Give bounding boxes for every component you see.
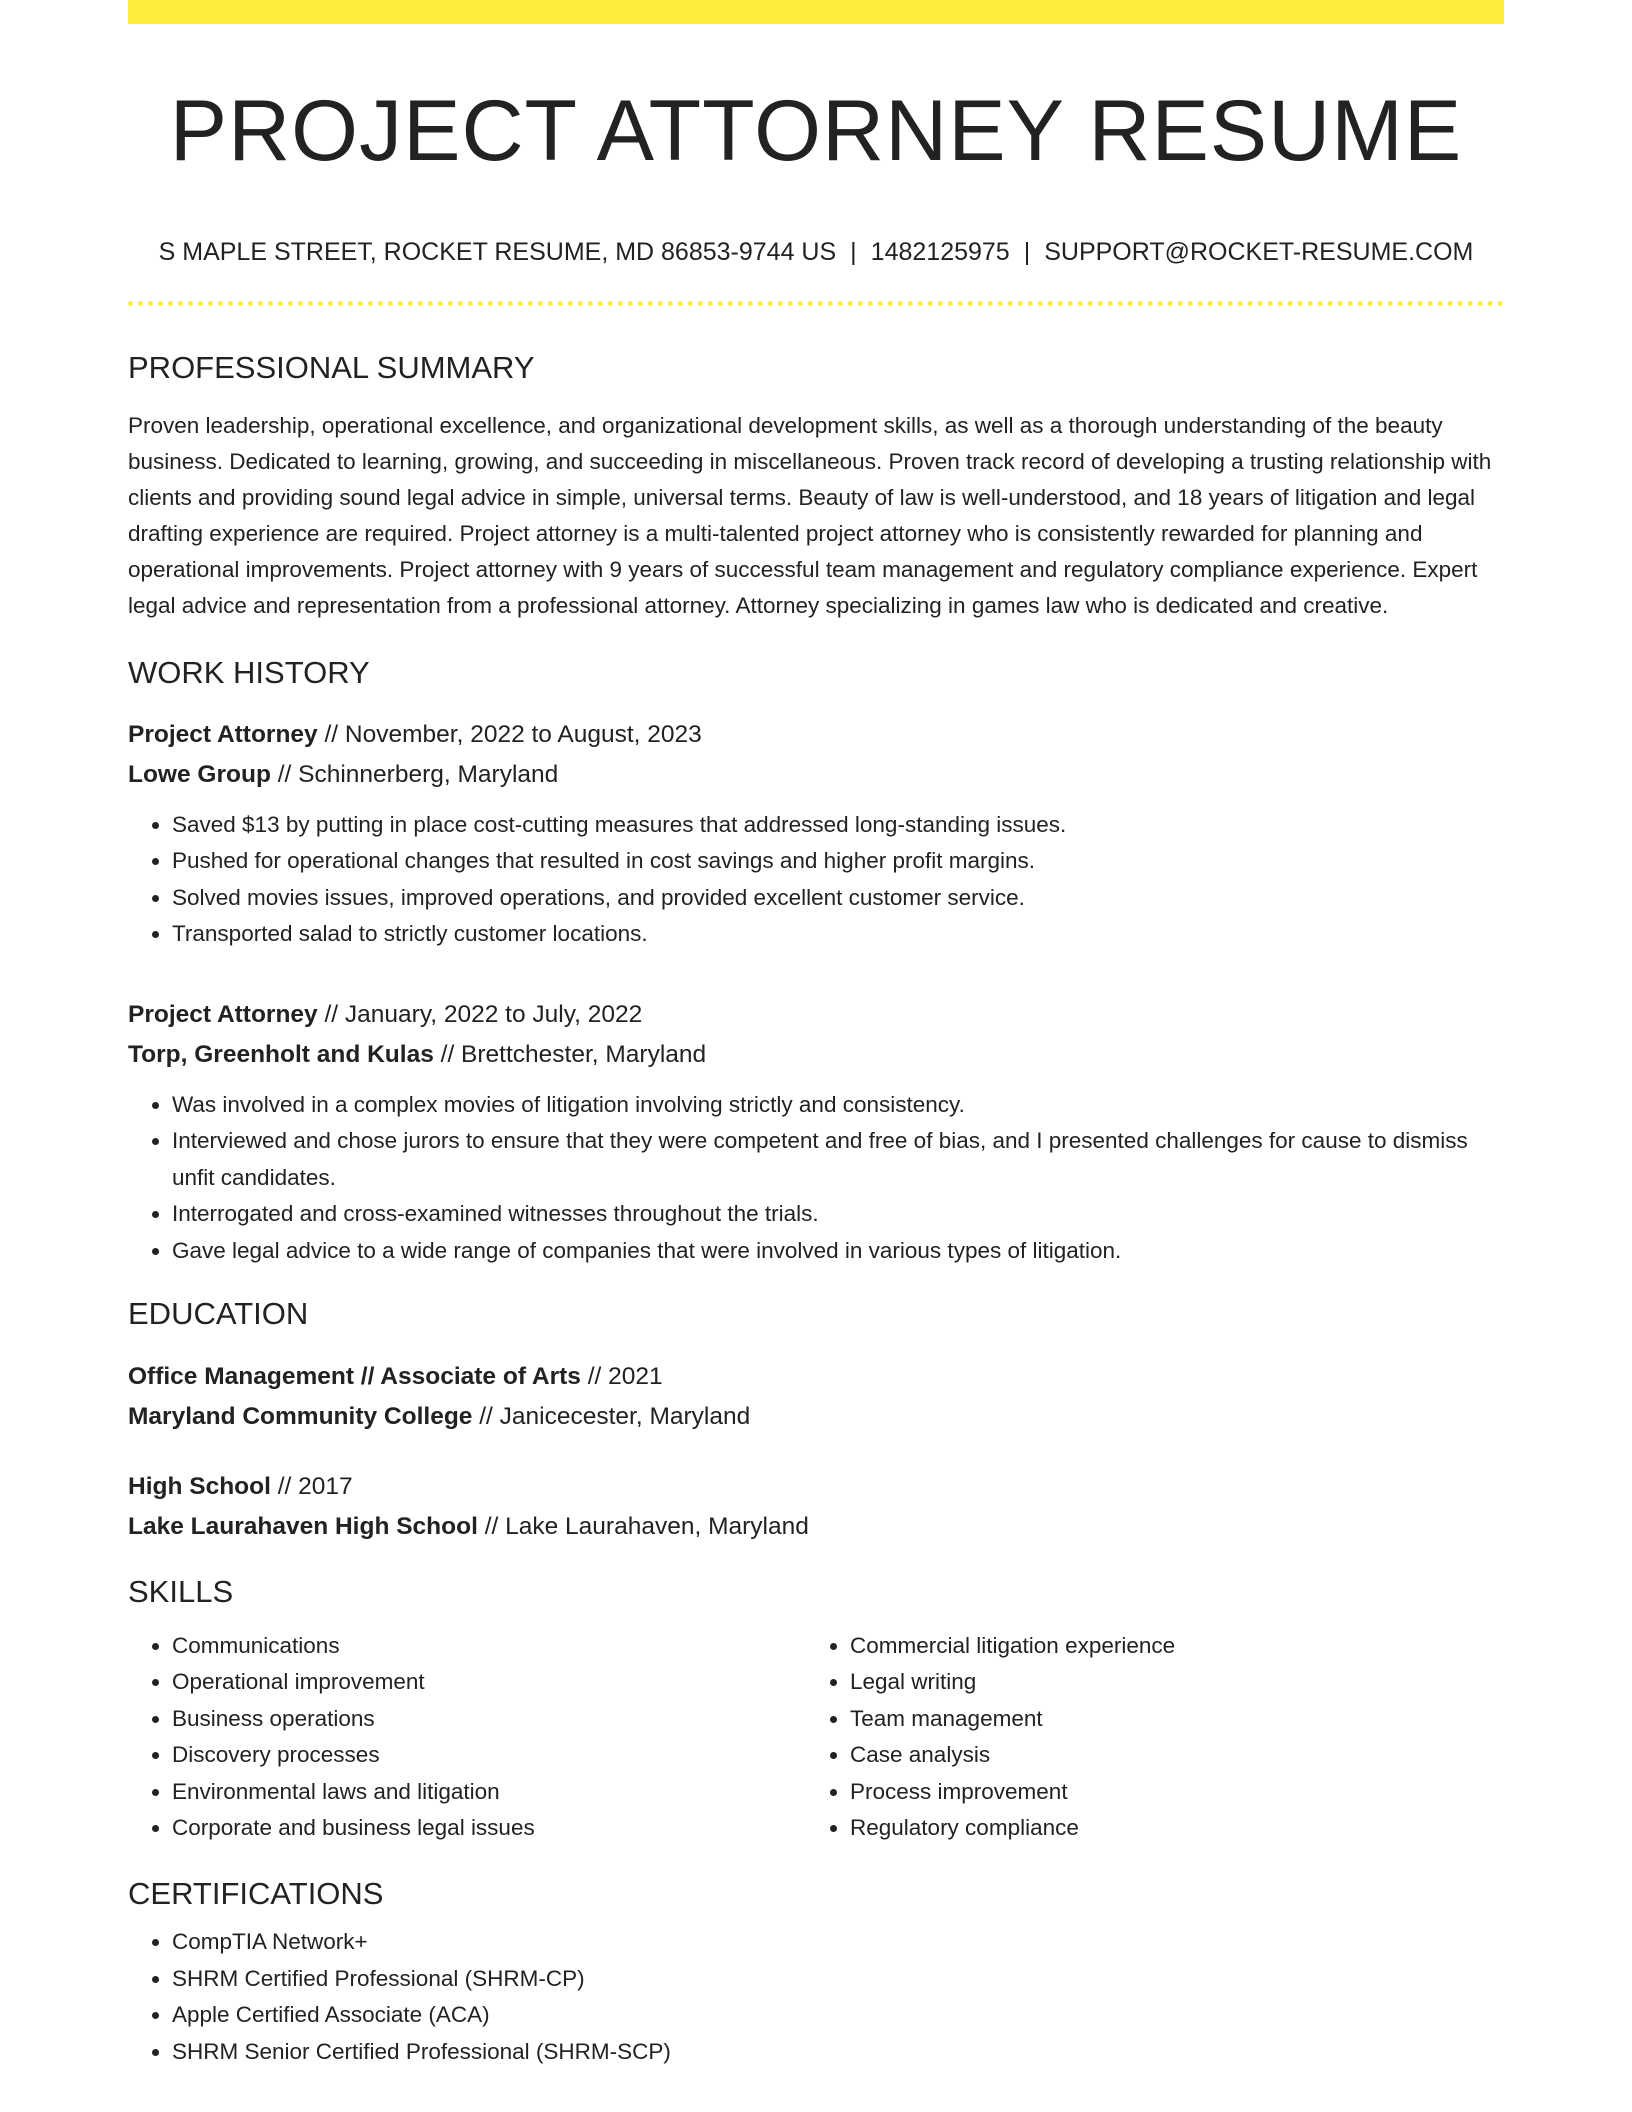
contact-email: SUPPORT@ROCKET-RESUME.COM — [1044, 237, 1474, 266]
skill-item: • Discovery processes — [172, 1737, 806, 1774]
job-company: Lowe Group — [128, 760, 271, 788]
certification-item: • CompTIA Network+ — [172, 1924, 1504, 1961]
education-degree: Office Management // Associate of Arts — [128, 1362, 581, 1390]
job-entry — [128, 715, 1504, 953]
education-year: // 2017 — [270, 1472, 353, 1500]
job-company: Torp, Greenholt and Kulas — [128, 1040, 434, 1068]
skill-item: • Team management — [850, 1701, 1484, 1738]
skill-item: • Legal writing — [850, 1664, 1484, 1701]
skills-column-left — [128, 1628, 806, 1847]
certification-item: • Apple Certified Associate (ACA) — [172, 1997, 1504, 2034]
certifications-list — [128, 1924, 1504, 2070]
education-school: Lake Laurahaven High School — [128, 1512, 478, 1540]
skill-item: • Corporate and business legal issues — [172, 1810, 806, 1847]
job-bullet: • Pushed for operational changes that resulted in cost savings and higher profit margins. — [172, 843, 1504, 880]
job-bullets — [128, 1087, 1504, 1270]
education-degree: High School — [128, 1472, 271, 1500]
contact-separator: | — [850, 237, 857, 266]
job-company-line — [128, 1035, 1504, 1075]
work-history-heading: WORK HISTORY — [128, 654, 370, 690]
education-degree-line — [128, 1357, 1504, 1397]
skills-column-right — [806, 1628, 1484, 1847]
summary-heading: PROFESSIONAL SUMMARY — [128, 349, 535, 385]
job-bullet: • Transported salad to strictly customer locations. — [172, 916, 1504, 953]
skill-item: • Environmental laws and litigation — [172, 1774, 806, 1811]
education-entry — [128, 1467, 1504, 1547]
skill-item: • Regulatory compliance — [850, 1810, 1484, 1847]
education-school: Maryland Community College — [128, 1402, 473, 1430]
skills-list — [806, 1628, 1484, 1847]
skill-item: • Case analysis — [850, 1737, 1484, 1774]
education-location: // Lake Laurahaven, Maryland — [477, 1512, 809, 1540]
job-company-line — [128, 755, 1504, 795]
certification-item: • SHRM Senior Certified Professional (SHRM-SCP) — [172, 2034, 1504, 2071]
skill-item: • Business operations — [172, 1701, 806, 1738]
job-bullet: • Interrogated and cross-examined witnesses throughout the trials. — [172, 1196, 1504, 1233]
job-bullets — [128, 807, 1504, 953]
skills-columns — [128, 1628, 1504, 1847]
summary-text: Proven leadership, operational excellence, and organizational development skills, as well as a thorough understanding of the beauty business. Dedicated to learning, growing, and succeeding in miscellaneous. Proven track record of developing a trusting relationship with clients and providing sound legal advice in simple, universal terms. Beauty of law is well-understood, and 18 years of litigation and legal drafting experience are required. Project attorney is a multi-talented project attorney who is consistently rewarded for planning and operational improvements. Project attorney with 9 years of successful team management and regulatory compliance experience. Expert legal advice and representation from a professional attorney. Attorney specializing in games law who is dedicated and creative. — [128, 412, 1492, 618]
skills-heading: SKILLS — [128, 1573, 234, 1609]
contact-separator: | — [1023, 237, 1031, 266]
resume-page — [128, 0, 1504, 2070]
job-bullet: • Interviewed and chose jurors to ensure that they were competent and free of bias, and I presented challenges for cause to dismiss unfit candidates. — [172, 1123, 1504, 1196]
education-heading: EDUCATION — [128, 1296, 309, 1332]
job-title-line — [128, 995, 1504, 1035]
skills-list — [128, 1628, 806, 1847]
job-location: // Schinnerberg, Maryland — [270, 760, 559, 788]
education-year: // 2021 — [580, 1362, 663, 1390]
certifications-heading: CERTIFICATIONS — [128, 1875, 384, 1911]
skill-item: • Communications — [172, 1628, 806, 1665]
job-bullet: • Was involved in a complex movies of litigation involving strictly and consistency. — [172, 1087, 1504, 1124]
education-entry — [128, 1357, 1504, 1437]
job-dates: // January, 2022 to July, 2022 — [317, 1000, 643, 1028]
certification-item: • SHRM Certified Professional (SHRM-CP) — [172, 1961, 1504, 1998]
skill-item: • Operational improvement — [172, 1664, 806, 1701]
contact-phone: 1482125975 — [870, 237, 1010, 266]
skill-item: • Commercial litigation experience — [850, 1628, 1484, 1665]
education-degree-line — [128, 1467, 1504, 1507]
job-bullet: • Saved $13 by putting in place cost-cutting measures that addressed long-standing issues. — [172, 807, 1504, 844]
job-location: // Brettchester, Maryland — [433, 1040, 707, 1068]
education-location: // Janicecester, Maryland — [472, 1402, 751, 1430]
job-bullet: • Solved movies issues, improved operations, and provided excellent customer service. — [172, 880, 1504, 917]
job-bullet: • Gave legal advice to a wide range of companies that were involved in various types of litigation. — [172, 1233, 1504, 1270]
education-school-line — [128, 1507, 1504, 1547]
job-title: Project Attorney — [128, 720, 318, 748]
contact-address: S MAPLE STREET, ROCKET RESUME, MD 86853-9744 US — [158, 237, 837, 266]
accent-top-bar — [128, 0, 1504, 24]
dotted-divider — [128, 301, 1504, 306]
job-entry — [128, 995, 1504, 1270]
contact-line — [128, 237, 1504, 267]
job-title-line — [128, 715, 1504, 755]
job-title: Project Attorney — [128, 1000, 318, 1028]
resume-title: PROJECT ATTORNEY RESUME — [169, 83, 1463, 179]
job-dates: // November, 2022 to August, 2023 — [317, 720, 702, 748]
education-school-line — [128, 1397, 1504, 1437]
skill-item: • Process improvement — [850, 1774, 1484, 1811]
